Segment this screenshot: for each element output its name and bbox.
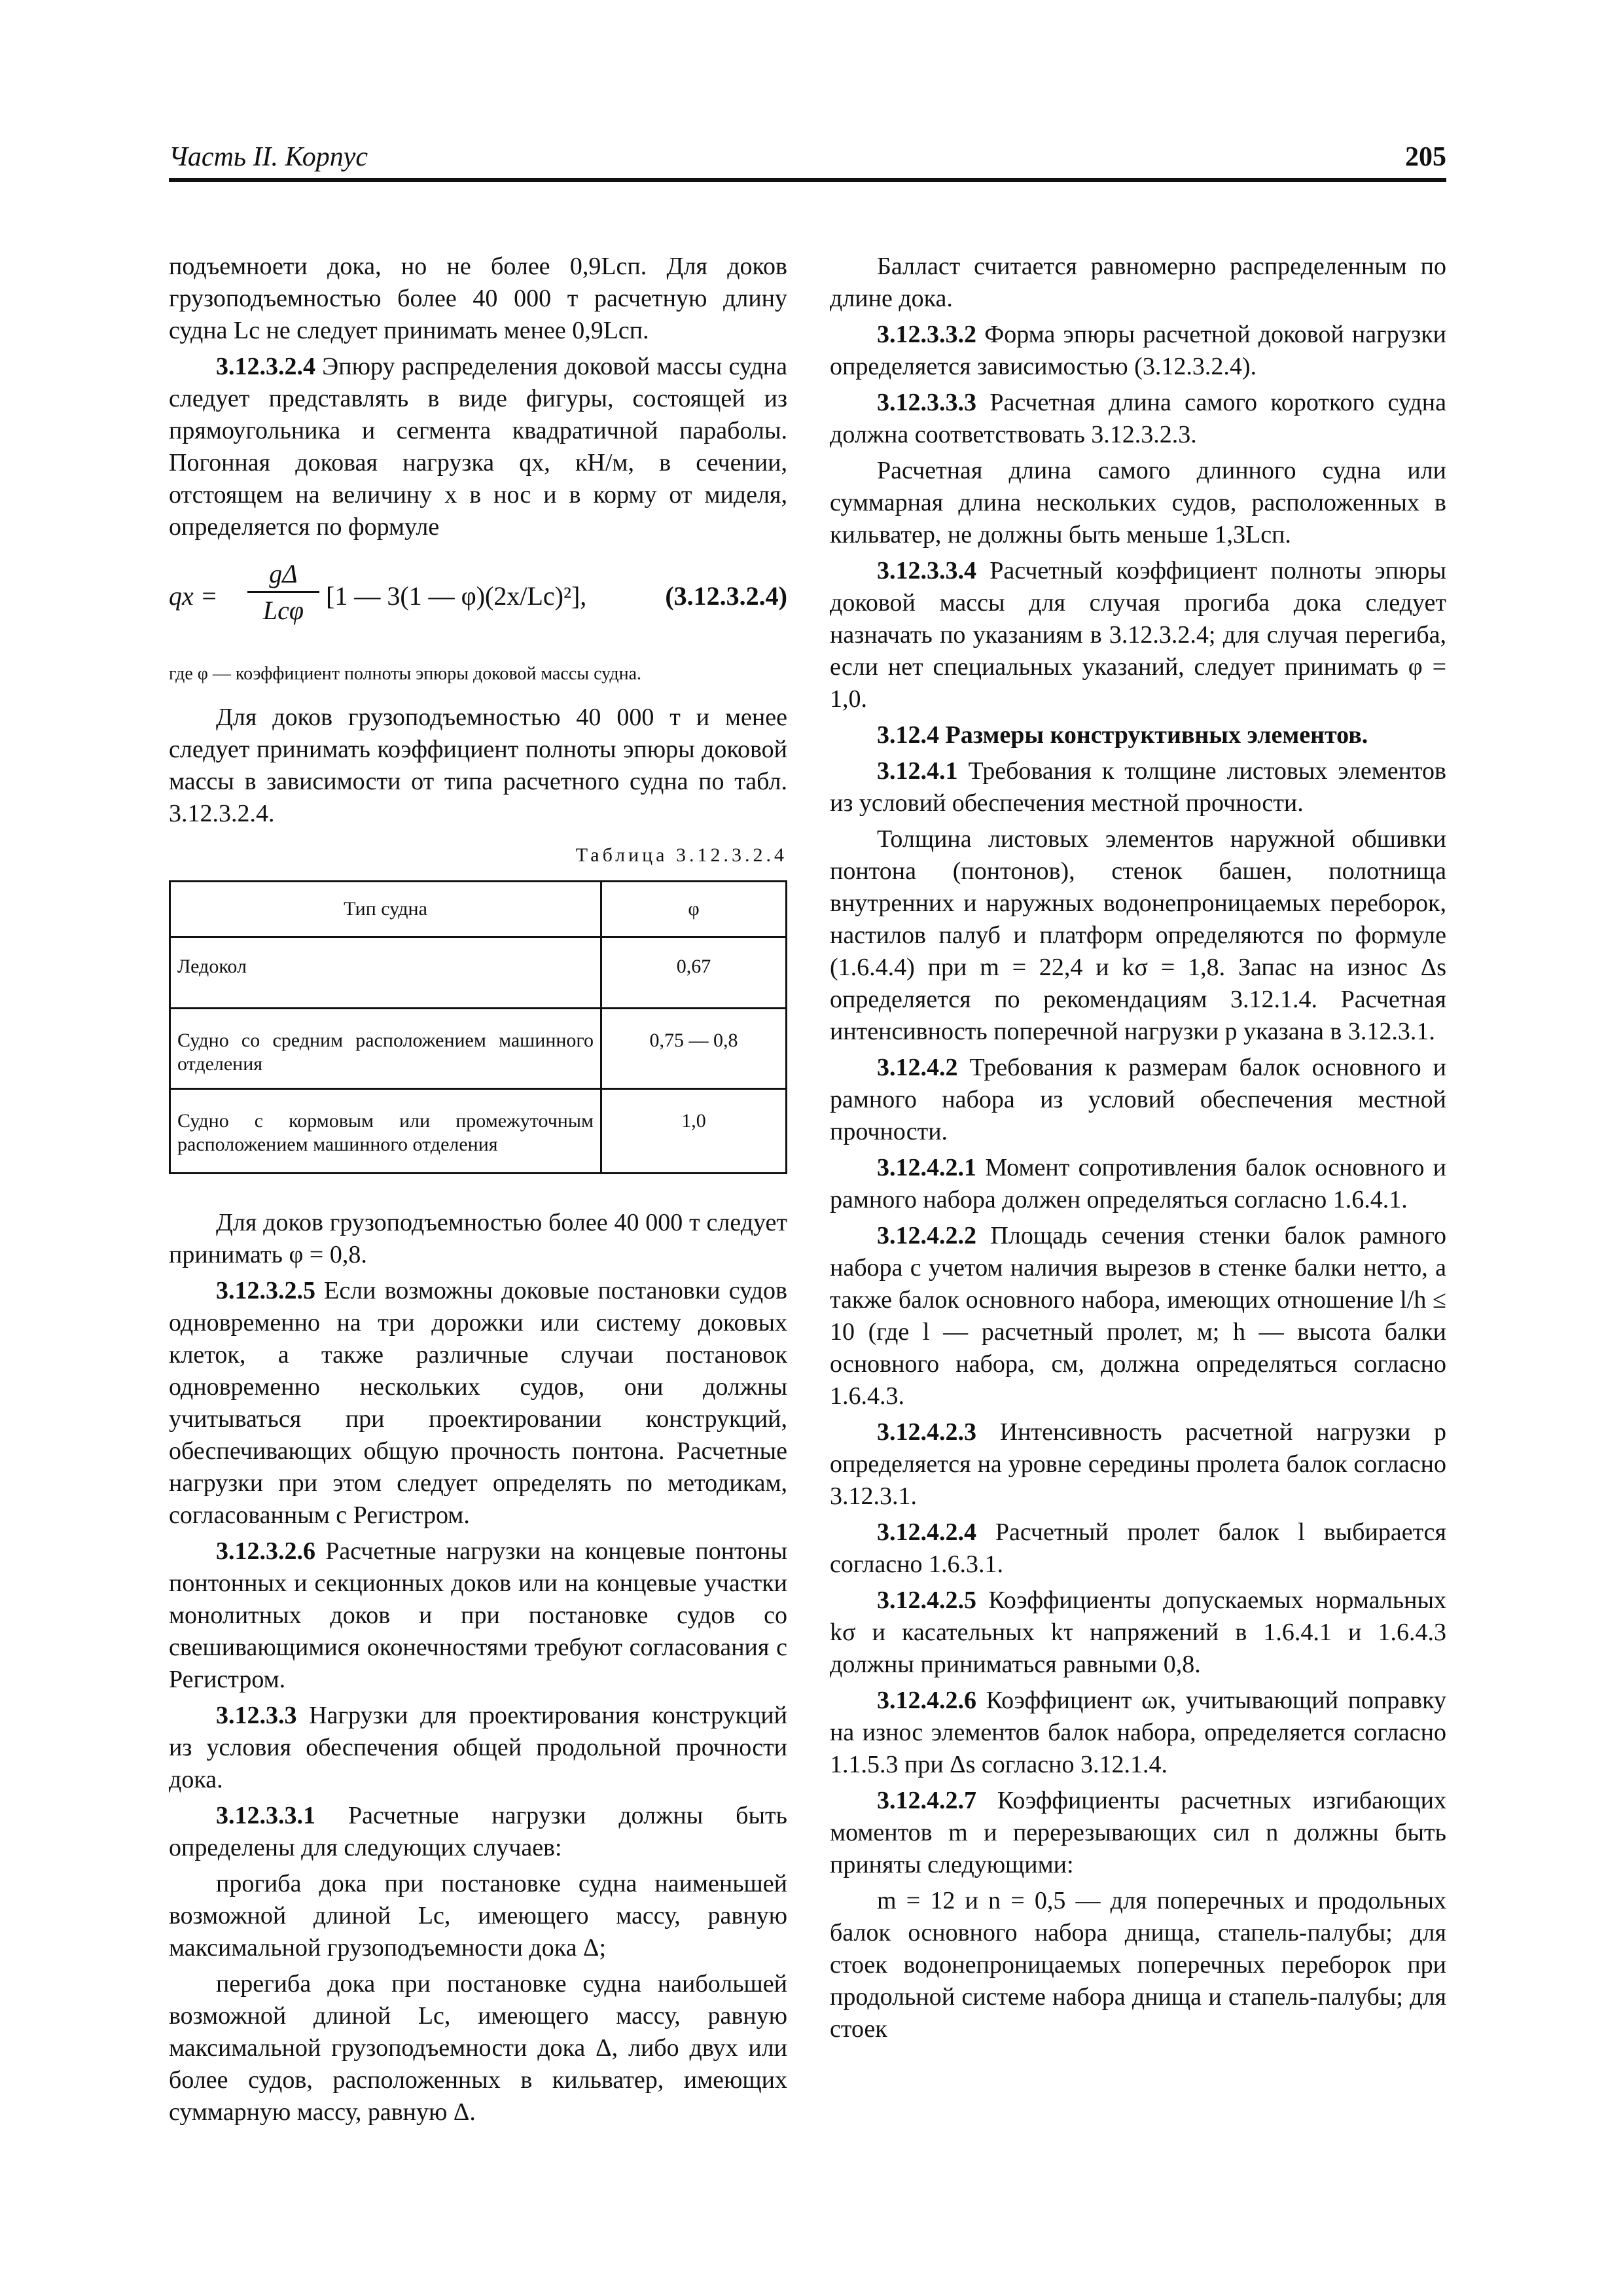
clause-number: 3.12.4.2.2 bbox=[877, 1222, 976, 1249]
paragraph bbox=[830, 755, 1446, 819]
paragraph: прогиба дока при постановке судна наименьшей возможной длиной Lс, имеющего массу, равную максимальной грузоподъемности дока Δ; bbox=[169, 1870, 787, 1962]
clause-text: Требования к размерам балок основного и рамного набора из условий обеспечения местной прочности. bbox=[830, 1054, 1446, 1145]
paragraph bbox=[169, 351, 787, 543]
paragraph bbox=[830, 1220, 1446, 1412]
clause-text: Площадь сечения стенки балок рамного набора с учетом наличия вырезов в стенке балки нетто, а также балок основного набора, имеющих отношение l/h ≤ 10 (где l — расчетный пролет, м; h — высота балки основного набора, см, должна определяться согласно 1.6.4.3. bbox=[830, 1222, 1446, 1410]
paragraph: Толщина листовых элементов наружной обшивки понтона (понтонов), стенок башен, полотнища внутренних и наружных водонепроницаемых переборок, настилов палуб и платформ определяются по формуле (1.6.4.4) при m = 22,4 и kσ = 1,8. Запас на износ Δs определяется по рекомендациям 3.12.1.4. Расчетная интенсивность поперечной нагрузки p указана в 3.12.3.1. bbox=[830, 825, 1446, 1045]
formula-fraction bbox=[247, 558, 319, 626]
clause-number: 3.12.3.3.2 bbox=[877, 321, 976, 348]
paragraph bbox=[169, 1800, 787, 1864]
page-number: 205 bbox=[1405, 142, 1446, 172]
paragraph bbox=[169, 1700, 787, 1796]
clause-text: Расчетный пролет балок l выбирается согласно 1.6.3.1. bbox=[830, 1518, 1446, 1578]
clause-text: Коэффициенты расчетных изгибающих моментов m и перерезывающих сил n должны быть приняты следующими: bbox=[830, 1787, 1447, 1878]
clause-text: Расчетные нагрузки должны быть определены для следующих случаев: bbox=[169, 1802, 787, 1861]
paragraph: подъемноети дока, но не более 0,9Lсп. Для доков грузоподъемностью более 40 000 т расчетную длину судна Lс не следует принимать менее 0,9Lсп. bbox=[169, 253, 787, 344]
clause-number: 3.12.4.2.4 bbox=[877, 1518, 976, 1546]
clause-number: 3.12.4 bbox=[877, 721, 939, 749]
clause-number: 3.12.4.2.7 bbox=[877, 1787, 976, 1814]
table-cell: Судно с кормовым или промежуточным расположением машинного отделения bbox=[170, 1089, 601, 1174]
right-column bbox=[830, 251, 1446, 2049]
data-table bbox=[169, 880, 787, 1174]
clause-text: Расчетная длина самого короткого судна должна соответствовать 3.12.3.2.3. bbox=[830, 389, 1447, 448]
table-row bbox=[170, 1089, 787, 1174]
spacer bbox=[169, 1174, 787, 1207]
clause-number: 3.12.4.1 bbox=[877, 757, 958, 785]
paragraph bbox=[169, 1275, 787, 1532]
table-cell: 0,67 bbox=[601, 937, 787, 1009]
header-section-title: Часть II. Корпус bbox=[169, 142, 368, 172]
clause-text: Нагрузки для проектирования конструкций из условия обеспечения общей продольной прочности дока. bbox=[169, 1702, 788, 1793]
paragraph: Для доков грузоподъемностью 40 000 т и менее следует принимать коэффициент полноты эпюры доковой массы в зависимости от типа расчетного судна по табл. 3.12.3.2.4. bbox=[169, 704, 787, 827]
clause-text: Если возможны доковые постановки судов одновременно на три дорожки или систему доковых клеток, а также различные случаи постановок одновременно нескольких судов, они должны учитываться при проектировании конструкций, обеспечивающих общую прочность понтона. Расчетные нагрузки при этом следует определять по методикам, согласованным с Регистром. bbox=[169, 1277, 787, 1529]
clause-text: Размеры конструктивных элементов. bbox=[945, 721, 1368, 749]
formula-number: (3.12.3.2.4) bbox=[665, 581, 787, 611]
clause-number: 3.12.4.2.5 bbox=[877, 1587, 976, 1614]
left-column bbox=[169, 251, 787, 2132]
clause-text: Коэффициент ωк, учитывающий поправку на износ элементов балок набора, определяется согласно 1.1.5.3 при Δs согласно 3.12.1.4. bbox=[830, 1687, 1446, 1778]
clause-number: 3.12.3.3.1 bbox=[216, 1802, 315, 1829]
paragraph: Расчетная длина самого длинного судна или суммарная длина нескольких судов, расположенных в кильватер, не должны быть меньше 1,3Lсп. bbox=[830, 457, 1446, 548]
paragraph bbox=[830, 1785, 1446, 1881]
formula-lhs: qx = bbox=[169, 581, 218, 611]
table-cell: Ледокол bbox=[170, 937, 601, 1009]
table-cell: Судно со средним расположением машинного отделения bbox=[170, 1009, 601, 1089]
clause-number: 3.12.4.2.6 bbox=[877, 1687, 976, 1714]
paragraph bbox=[830, 1152, 1446, 1216]
paragraph bbox=[830, 1585, 1446, 1681]
table-caption: Таблица 3.12.3.2.4 bbox=[575, 844, 787, 866]
clause-text: Расчетный коэффициент полноты эпюры доковой массы для случая прогиба дока следует назначать по указаниям в 3.12.3.2.4; для случая перегиба, если нет специальных указаний, следует принимать φ = 1,0. bbox=[830, 557, 1447, 713]
clause-text: Момент сопротивления балок основного и рамного набора должен определяться согласно 1.6.4.1. bbox=[830, 1154, 1447, 1213]
formula-rhs: [1 — 3(1 — φ)(2x/Lс)²], bbox=[326, 581, 587, 611]
paragraph bbox=[830, 1685, 1446, 1781]
paragraph: Балласт считается равномерно распределенным по длине дока. bbox=[830, 253, 1446, 312]
paragraph: m = 12 и n = 0,5 — для поперечных и продольных балок основного набора днища, стапель-палубы; для стоек водонепроницаемых поперечных переборок при продольной системе набора днища и стапель-палубы; для стоек bbox=[830, 1887, 1446, 2043]
table-header-cell: φ bbox=[601, 882, 787, 937]
paragraph: перегиба дока при постановке судна наибольшей возможной длиной Lс, имеющего массу, равную максимальной грузоподъемности дока Δ, либо двух или более судов, расположенных в кильватер, имеющих суммарную массу, равную Δ. bbox=[169, 1970, 787, 2126]
formula-numerator: gΔ bbox=[247, 558, 319, 593]
clause-text: Коэффициенты допускаемых нормальных kσ и касательных kτ напряжений в 1.6.4.1 и 1.6.4.3 должны приниматься равными 0,8. bbox=[830, 1587, 1446, 1678]
clause-text: Требования к толщине листовых элементов из условий обеспечения местной прочности. bbox=[830, 757, 1446, 817]
clause-text: Эпюру распределения доковой массы судна следует представлять в виде фигуры, состоящей из прямоугольника и сегмента квадратичной параболы. Погонная доковая нагрузка qx, кН/м, в сечении, отстоящем на величину x в нос и в корму от миделя, определяется по формуле bbox=[169, 353, 788, 541]
clause-number: 3.12.3.2.5 bbox=[216, 1277, 315, 1304]
paragraph: Для доков грузоподъемностью более 40 000 т следует принимать φ = 0,8. bbox=[169, 1209, 787, 1268]
table-header-row bbox=[170, 882, 787, 937]
formula-note: где φ — коэффициент полноты эпюры доковой массы судна. bbox=[169, 664, 642, 684]
paragraph bbox=[169, 1535, 787, 1696]
table-header-cell: Тип судна bbox=[170, 882, 601, 937]
paragraph bbox=[830, 1416, 1446, 1513]
clause-text: Расчетные нагрузки на концевые понтоны понтонных и секционных доков или на концевые участки монолитных доков и при постановке судов со свешивающимися оконечностями требуют согласования с Регистром. bbox=[169, 1537, 788, 1693]
clause-number: 3.12.4.2.3 bbox=[877, 1418, 976, 1446]
running-header bbox=[169, 139, 1446, 182]
table-row bbox=[170, 937, 787, 1009]
paragraph bbox=[830, 555, 1446, 715]
clause-number: 3.12.4.2 bbox=[877, 1054, 958, 1081]
paragraph bbox=[830, 719, 1446, 751]
paragraph bbox=[830, 387, 1446, 451]
clause-number: 3.12.3.3.4 bbox=[877, 557, 976, 584]
paragraph bbox=[830, 1052, 1446, 1148]
clause-number: 3.12.4.2.1 bbox=[877, 1154, 976, 1181]
paragraph bbox=[830, 319, 1446, 383]
clause-text: Форма эпюры расчетной доковой нагрузки определяется зависимостью (3.12.3.2.4). bbox=[830, 321, 1447, 380]
paragraph bbox=[830, 1516, 1446, 1581]
table-cell: 1,0 bbox=[601, 1089, 787, 1174]
clause-number: 3.12.3.2.6 bbox=[216, 1537, 315, 1565]
table-cell: 0,75 — 0,8 bbox=[601, 1009, 787, 1089]
table-row bbox=[170, 1009, 787, 1089]
clause-number: 3.12.3.3 bbox=[216, 1702, 297, 1729]
clause-text: Интенсивность расчетной нагрузки p определяется на уровне середины пролета балок согласно 3.12.3.1. bbox=[830, 1418, 1447, 1510]
formula-denominator: Lсφ bbox=[262, 596, 304, 625]
clause-number: 3.12.3.3.3 bbox=[877, 389, 976, 416]
formula bbox=[169, 552, 787, 644]
clause-number: 3.12.3.2.4 bbox=[216, 353, 315, 380]
